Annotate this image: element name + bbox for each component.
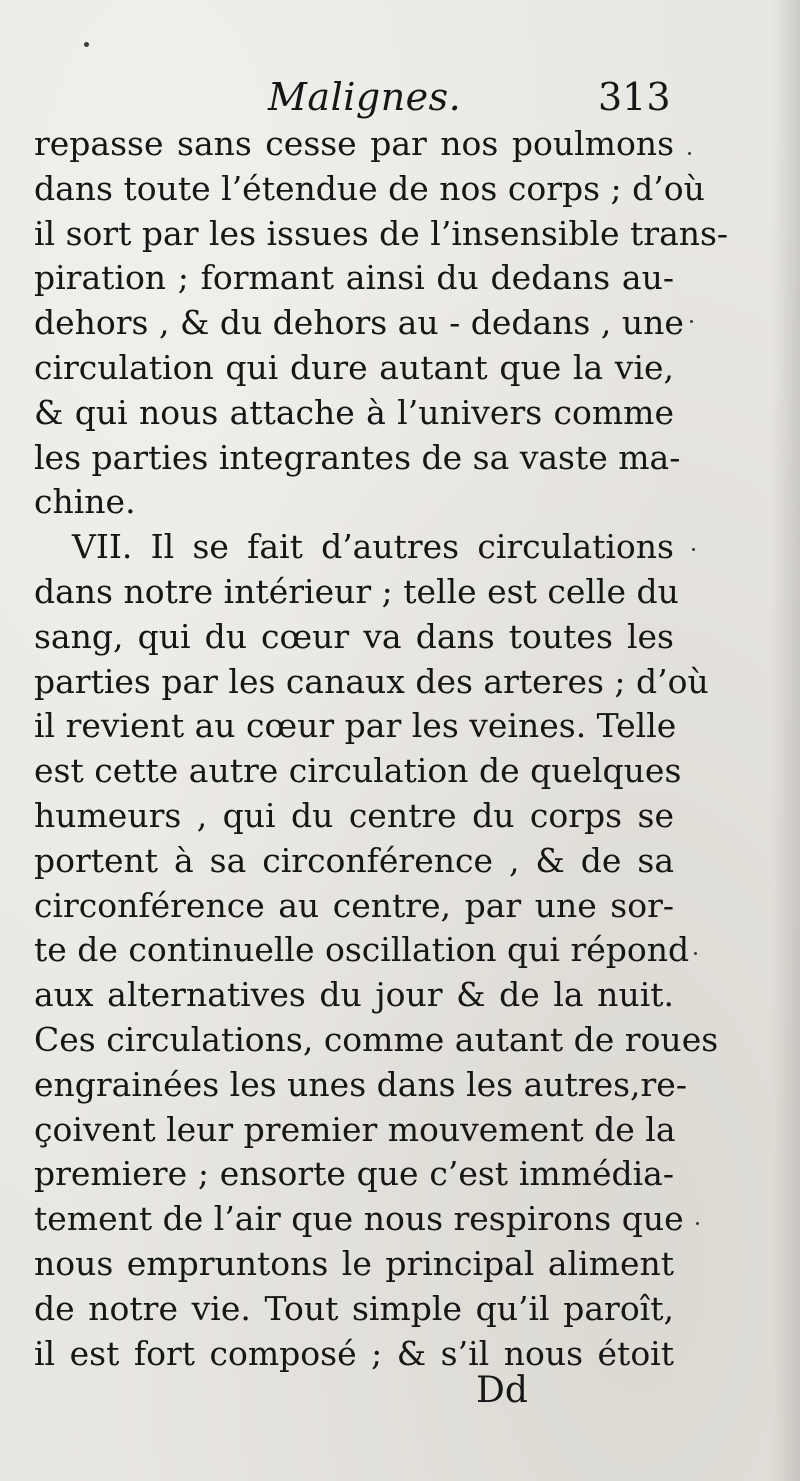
text-line: il sort par les issues de l’insensible trans- xyxy=(34,213,729,253)
text-line: circonférence au centre, par une sor- xyxy=(34,885,674,925)
text-line: tement de l’air que nous respirons que xyxy=(34,1199,684,1239)
text-line: engrainées les unes dans les autres,re- xyxy=(34,1064,687,1104)
text-line: il est fort composé ; & s’il nous étoit xyxy=(34,1333,674,1373)
text-line: circulation qui dure autant que la vie, xyxy=(34,347,674,387)
ink-speck xyxy=(692,548,695,551)
ink-speck xyxy=(696,1222,699,1225)
text-line: Ces circulations, comme autant de roues xyxy=(34,1019,719,1059)
page-gutter-shadow xyxy=(772,0,800,1481)
body-text xyxy=(34,122,729,1376)
signature-mark: Dd xyxy=(476,1370,528,1411)
text-line: humeurs , qui du centre du corps se xyxy=(34,795,674,835)
section-start-line: VII. Il se fait d’autres circulations xyxy=(72,527,674,567)
text-line: il revient au cœur par les veines. Telle xyxy=(34,706,677,746)
text-line: dans toute l’étendue de nos corps ; d’où xyxy=(34,168,705,208)
text-line: portent à sa circonférence , & de sa xyxy=(34,840,674,880)
text-line: nous empruntons le principal aliment xyxy=(34,1243,674,1283)
text-line: parties par les canaux des arteres ; d’où xyxy=(34,661,709,701)
paragraph-end-line: chine. xyxy=(34,482,136,522)
text-line: piration ; formant ainsi du dedans au- xyxy=(34,258,674,298)
ink-speck xyxy=(84,42,89,47)
running-title: Malignes. xyxy=(268,75,462,119)
text-line: repasse sans cesse par nos poulmons xyxy=(34,124,674,163)
text-line: te de continuelle oscillation qui répond xyxy=(34,930,690,970)
text-line: de notre vie. Tout simple qu’il paroît, xyxy=(34,1288,674,1328)
text-line: dehors , & du dehors au - dedans , une xyxy=(34,303,684,343)
text-line: sang, qui du cœur va dans toutes les xyxy=(34,616,674,656)
text-line: les parties integrantes de sa vaste ma- xyxy=(34,437,681,477)
text-line: & qui nous attache à l’univers comme xyxy=(34,392,674,432)
text-line: çoivent leur premier mouvement de la xyxy=(34,1109,676,1149)
text-line: dans notre intérieur ; telle est celle du xyxy=(34,571,679,611)
ink-speck xyxy=(688,152,691,155)
text-line: est cette autre circulation de quelques xyxy=(34,751,682,791)
page-number: 313 xyxy=(598,75,671,119)
ink-speck xyxy=(694,952,697,955)
text-line: premiere ; ensorte que c’est immédia- xyxy=(34,1154,674,1194)
ink-speck xyxy=(690,320,693,323)
text-line: aux alternatives du jour & de la nuit. xyxy=(34,975,674,1015)
